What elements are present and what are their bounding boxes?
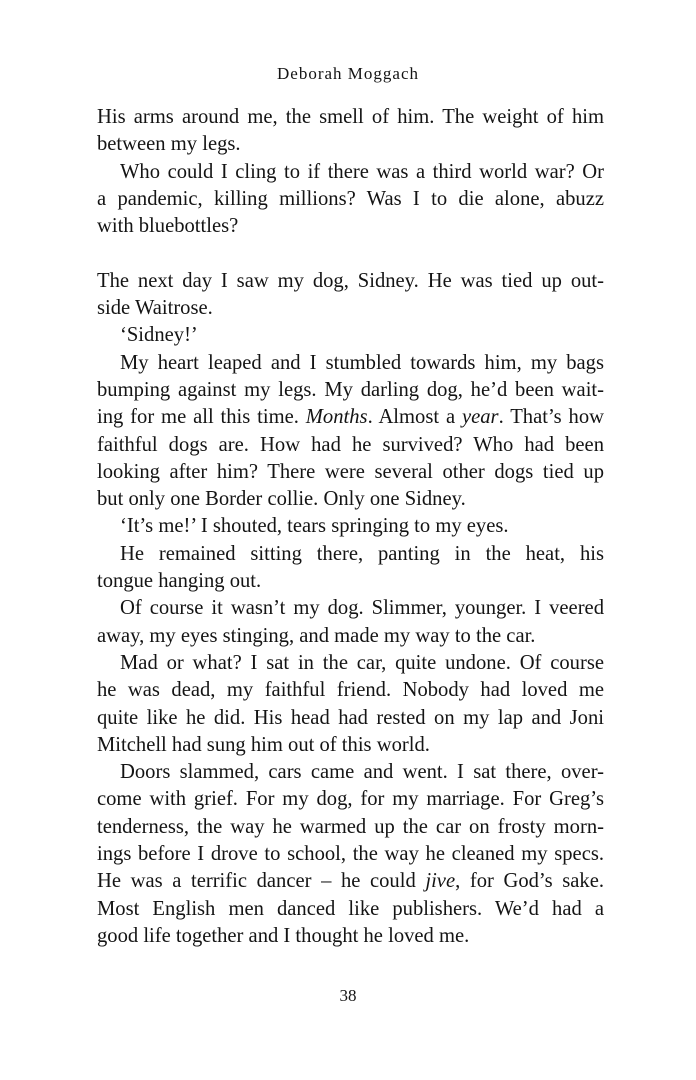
text-line: with bluebottles? xyxy=(97,215,239,238)
text-line: side Waitrose. xyxy=(97,297,213,320)
text-line: between my legs. xyxy=(97,133,241,156)
running-head: Deborah Moggach xyxy=(277,64,419,83)
text-line: Mad or what? I sat in the car, quite undone. Of course xyxy=(120,651,604,674)
text-line: His arms around me, the smell of him. The weight of him xyxy=(97,106,604,128)
text-line: looking after him? There were several other dogs tied up xyxy=(97,460,604,483)
text-line: come with grief. For my dog, for my marriage. For Greg’s xyxy=(97,788,604,811)
text-line: Mitchell had sung him out of this world. xyxy=(97,733,430,756)
text-line: ‘It’s me!’ I shouted, tears springing to my eyes. xyxy=(120,515,509,538)
text-line: Doors slammed, cars came and went. I sat there, over- xyxy=(120,761,604,784)
text-segment: . That’s how xyxy=(498,406,605,429)
text-line: Who could I cling to if there was a third world war? Or xyxy=(120,160,604,183)
text-line: faithful dogs are. How had he survived? Who had been xyxy=(97,433,604,456)
text-line: Most English men danced like publishers. We’d had a xyxy=(97,897,604,920)
text-line: tongue hanging out. xyxy=(97,570,262,593)
section-break xyxy=(97,240,604,267)
text-line: ings before I drove to school, the way he cleaned my specs. xyxy=(97,843,604,866)
text-line: He remained sitting there, panting in the heat, his xyxy=(120,542,604,565)
text-segment: He was a terrific dancer – he could xyxy=(97,870,426,893)
text-line: away, my eyes stinging, and made my way to the car. xyxy=(97,624,536,647)
page-number: 38 xyxy=(339,986,357,1005)
text-line: he was dead, my faithful friend. Nobody had loved me xyxy=(97,679,604,702)
text-line xyxy=(97,868,604,895)
italic-emphasis: jive xyxy=(425,870,456,893)
text-line: but only one Border collie. Only one Sidney. xyxy=(97,488,466,511)
body-text xyxy=(97,104,604,950)
text-line: The next day I saw my dog, Sidney. He was tied up out- xyxy=(97,269,604,292)
text-line: Of course it wasn’t my dog. Slimmer, younger. I veered xyxy=(120,597,604,620)
text-line: ‘Sidney!’ xyxy=(120,324,198,347)
text-line: bumping against my legs. My darling dog, he’d been wait- xyxy=(97,378,604,401)
text-segment: . Almost a xyxy=(367,406,462,429)
text-segment: , for God’s sake. xyxy=(455,870,604,893)
italic-emphasis: Months xyxy=(305,406,368,429)
text-segment: ing for me all this time. xyxy=(97,406,306,429)
italic-emphasis: year xyxy=(461,406,499,429)
text-line: My heart leaped and I stumbled towards him, my bags xyxy=(120,351,604,374)
text-line: a pandemic, killing millions? Was I to die alone, abuzz xyxy=(97,187,604,210)
text-line: good life together and I thought he loved me. xyxy=(97,924,470,947)
text-line: tenderness, the way he warmed up the car on frosty morn- xyxy=(97,815,604,838)
text-line xyxy=(97,404,604,431)
text-line: quite like he did. His head had rested on my lap and Joni xyxy=(97,706,604,729)
